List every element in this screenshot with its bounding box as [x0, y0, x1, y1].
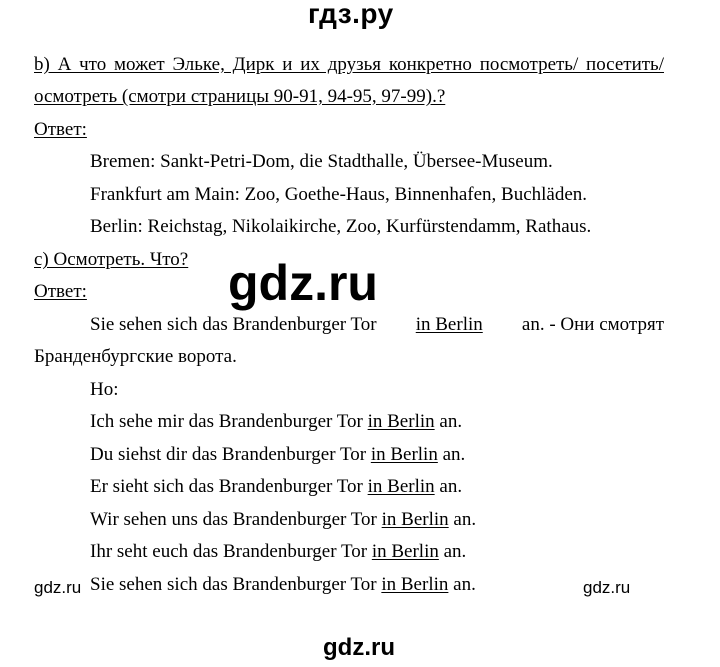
watermark-top: гдз.ру — [308, 0, 394, 29]
answer-label: Ответ: — [34, 281, 87, 302]
conjugation-line — [90, 509, 476, 531]
answer-line: Bremen: Sankt-Petri-Dom, die Stadthalle, Übersee-Museum. — [90, 151, 553, 172]
answer-line: Frankfurt am Main: Zoo, Goethe-Haus, Binnenhafen, Buchläden. — [90, 184, 588, 205]
watermark-middle: gdz.ru — [228, 255, 378, 311]
sentence-end: an. — [443, 541, 467, 562]
underlined-phrase: in Berlin — [381, 509, 449, 530]
underlined-phrase: in Berlin — [415, 314, 483, 335]
sentence-end: an. — [439, 476, 463, 497]
sentence-end: an. — [453, 509, 477, 530]
conjugation-line — [90, 476, 462, 498]
underlined-phrase: in Berlin — [367, 476, 435, 497]
sentence-start: Wir sehen uns das Brandenburger Tor — [90, 509, 377, 530]
watermark-bottom: gdz.ru — [323, 634, 395, 661]
sentence-end: an. — [439, 411, 463, 432]
question-c: c) Осмотреть. Что? — [34, 249, 189, 270]
watermark-left: gdz.ru — [34, 578, 82, 597]
watermark-right: gdz.ru — [583, 578, 631, 597]
conjugation-line — [90, 411, 462, 433]
sentence-end: an. — [453, 574, 476, 595]
underlined-phrase: in Berlin — [381, 574, 449, 595]
conjugation-line — [90, 574, 476, 596]
main-sentence — [90, 314, 664, 336]
conjugation-line — [90, 541, 466, 563]
but-label: Но: — [90, 379, 119, 400]
sentence-start: Sie sehen sich das Brandenburger Tor — [90, 574, 377, 595]
sentence-start: Ich sehe mir das Brandenburger Tor — [90, 411, 363, 432]
sentence-end: an. - Они смотрят — [521, 314, 664, 335]
answer-line: Berlin: Reichstag, Nikolaikirche, Zoo, Kurfürstendamm, Rathaus. — [90, 216, 592, 237]
sentence-start: Du siehst dir das Brandenburger Tor — [90, 444, 367, 465]
sentence-end: an. — [442, 444, 466, 465]
underlined-phrase: in Berlin — [370, 444, 438, 465]
answer-label: Ответ: — [34, 119, 87, 140]
conjugation-line — [90, 444, 465, 466]
question-b-line-1: b) А что может Эльке, Дирк и их друзья конкретно посмотреть/ посетить/ — [34, 54, 664, 75]
underlined-phrase: in Berlin — [371, 541, 439, 562]
sentence-start: Sie sehen sich das Brandenburger Tor — [90, 314, 377, 335]
question-b-line-2: осмотреть (смотри страницы 90-91, 94-95, 97-99).? — [34, 86, 446, 107]
sentence-start: Ihr seht euch das Brandenburger Tor — [90, 541, 368, 562]
underlined-phrase: in Berlin — [367, 411, 435, 432]
sentence-start: Er sieht sich das Brandenburger Tor — [90, 476, 363, 497]
main-sentence-continuation: Бранденбургские ворота. — [34, 346, 237, 367]
